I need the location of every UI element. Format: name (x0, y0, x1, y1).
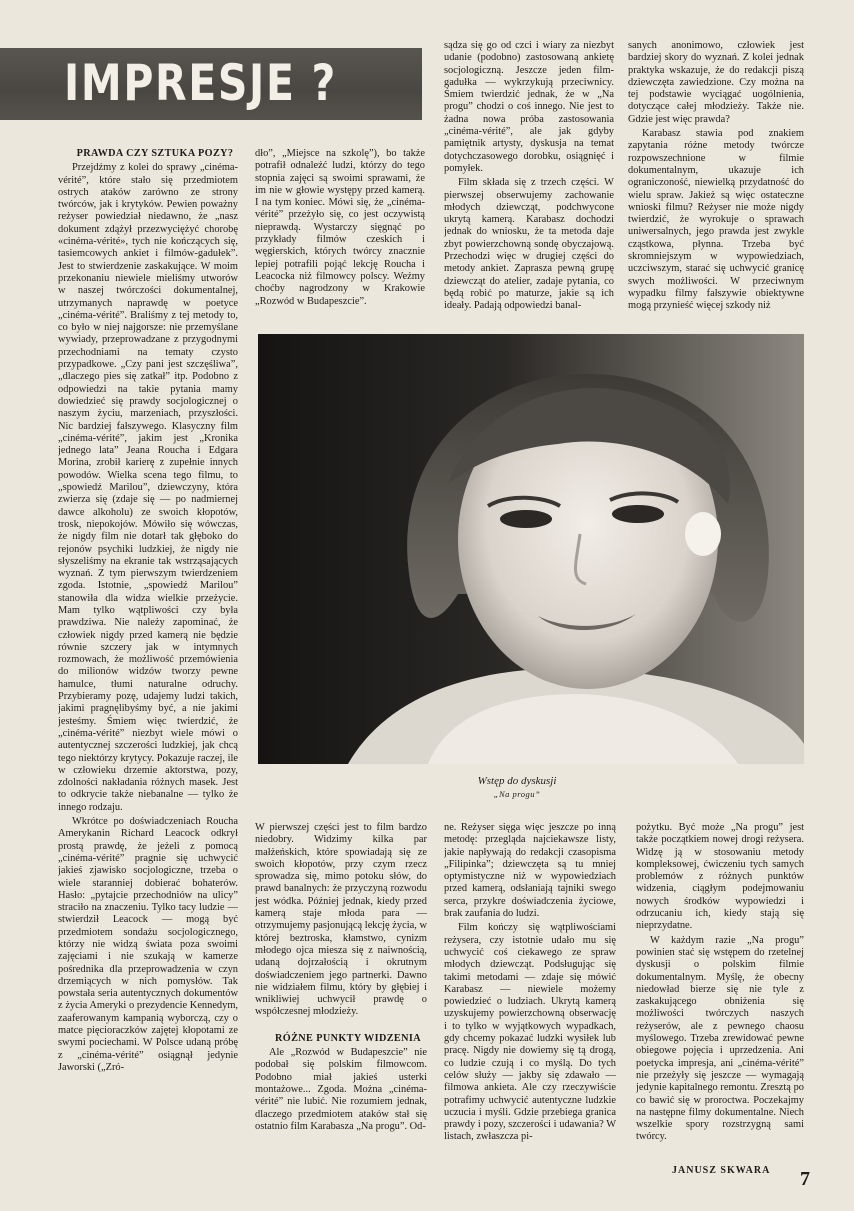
paragraph: pożytku. Być może „Na progu” jest także początkiem nowej drogi reżysera. Widzę ją w stosowaniu metody kompleksowej, ćwiczeniu tych samych problemów z różnych punktów widzenia, ciągłym podejmowaniu nowych środków wypowiedzi i odrzucaniu ich, kiedy stają się nieprzydatne. (636, 822, 804, 932)
paragraph: Przejdźmy z kolei do sprawy „cinéma-vérité”, które stało się przedmiotem ostrych ataków zarówno ze strony twórców, jak i krytyków. Pewien poważny reżyser powiedział niedawno, że „nasz dokument zdążył przezwyciężyć chorobę «cinéma-vérité», tych nie kończących się, tasiemcowych ankiet i filmów-gadułek”. Jest to stwierdzenie zaskakujące. W moim przekonaniu niewiele mieliśmy utworów w naszej twórczości dokumentalnej, utrzymanych naprawdę w poetyce „cinéma-vérité”. Braliśmy z tej metody to, co było w niej najgorsze: nie przemyślane wywiady, przeprowadzane z przygodnymi przechodniami na tematy czysto przypadkowe. „Czy pani jest szczęśliwa”, „dlaczego pies się zatkał” itp. Podobno z odpowiedzi na takie pytania mamy dowiedzieć się prawdy socjologicznej o naszym życiu, marzeniach, przyszłości. Nic bardziej fałszywego. Klasyczny film „cinéma-vérité”, jakim jest „Kronika jednego lata” Jeana Roucha i Edgara Morina, zrobił karierę z zupełnie innych powodów. Wielka scena tego filmu, to „spowiedź Marilou”, dziewczyny, która zwierza się (zdaje się — po nadmiernej dawce alkoholu) ze swoich kłopotów, trosk, niepokojów. Mówiło się wówczas, że nigdy film nie dotarł tak głęboko do rejonów psychiki ludzkiej, że nigdy nie słyszeliśmy na ekranie tak wstrząsających wyznań. Z tym pierwszym twierdzeniem zgoda. Istotnie, „spowiedź Marilou” stanowiła dla widza wielkie przeżycie. Mam tylko wątpliwości czy była prawdziwa. Nie należy zapominać, że człowiek nigdy przed kamerą nie będzie równie szczery jak w intymnych rozmowach, że możliwość przemówienia do milionów widzów tworzy pewne hamulce, tłumi naturalne odruchy. Przybieramy pozę, udajemy ludzi takich, jakimi pragnęlibyśmy być, a nie jakimi jesteśmy. Śmiem więc twierdzić, że „cinéma-vérité” niezbyt wiele mówi o autentycznej szczerości ludzkiej, jak chcą tego niektórzy krytycy. Pokazuje raczej, ile w człowieku drzemie aktorstwa, pozy, zdolności nakładania różnych masek. Jest to odkrycie także niebanalne — tylko że innego rodzaju. (58, 162, 238, 813)
column-4-bottom (636, 822, 804, 1158)
column-2-top (255, 148, 425, 316)
paragraph: ne. Reżyser sięga więc jeszcze po inną metodę: przegląda najciekawsze listy, jakie napływają do redakcji czasopisma „Filipinka”; dziewczęta są tu mniej optymistyczne niż w wypowiedziach przed kamerą, odsłaniają tajniki swego serca, przykre doświadczenia życiowe, brak zaufania do ludzi. (444, 822, 616, 920)
paragraph: Film składa się z trzech części. W pierwszej obserwujemy zachowanie młodych dziewcząt, podchwycone ukrytą kamerą. Karabasz dochodzi jednak do wniosku, że ta metoda daje zbyt powierzchowną sondę obyczajową. Przechodzi więc w drugiej części do metody ankiet. Zaprasza pewną grupę dziewcząt do atelier, zadaje pytania, co będą robić po maturze, jakie są ich ideały. Padają odpowiedzi banal- (444, 177, 614, 312)
portrait-image (258, 334, 804, 764)
paragraph: sądza się go od czci i wiary za niezbyt udanie (podobno) zastosowaną ankietę socjologiczną. Jeszcze jeden film-gadułka — wykrzykują przeciwnicy. Śmiem twierdzić jednak, że w „Na progu” chodzi o coś innego. Nie jest to żadna nowa próba zastosowania „cinéma-vérité”, ale jak gdyby pamiętnik artysty, dyskusja na temat dotychczasowego dorobku, osiągnięć i pomyłek. (444, 40, 614, 174)
paragraph: Wkrótce po doświadczeniach Roucha Amerykanin Richard Leacock odkrył prostą prawdę, że jeżeli z pomocą „cinéma-vérité” pragnie się uchwycić jakieś zjawisko socjologiczne, trzeba o wiele staranniej dobierać bohaterów. Hasło: „pytajcie przechodniów na ulicy” straciło na znaczeniu. Tylko tacy ludzie — stwierdził Leacock — mogą być przedmiotem sondażu socjologicznego, którzy nie widzą świata poza swoimi zajęciami i nie szukają w kamerze pośrednika dla przeprowadzenia w czyn drzemiących w nich pomysłów. Tak powstała seria autentycznych dokumentów z życia Ameryki o prezydencie Kennedym, zaaferowanym kampanią wyborczą, czy o matce pięcioraczków zajętej kłopotami ze swymi pociechami. W Polsce udaną próbę z „cinéma-vérité” osiągnął jedynie Jaworski („Zró- (58, 816, 238, 1073)
title-banner (0, 48, 422, 120)
paragraph: W pierwszej części jest to film bardzo niedobry. Widzimy kilka par małżeńskich, które spowiadają się ze swoich kłopotów, przy czym rzecz sprowadza się, mimo potoku słów, do prawd banalnych: że przyczyną rozwodu jest wódka. Później jednak, kiedy przed kamerą staje młoda para — otrzymujemy pasjonującą lekcję życia, w której beztroska, kłamstwo, cynizm młodego ojca miesza się z naiwnością, udaną dojrzałością i okrutnym doświadczeniem jego partnerki. Dawno nie widziałem filmu, który by głębiej i wnikliwiej uchwycił prawdę o współczesnej młodzieży. (255, 822, 427, 1018)
column-2-bottom (255, 822, 427, 1182)
column-3-bottom (444, 822, 616, 1182)
paragraph: dło”, „Miejsce na szkolę”), bo także potrafił odnaleźć ludzi, którzy do tego stopnia zajęci są swoimi sprawami, że im nie w głowie występy przed kamerą. I na tym koniec. Mówi się, że „cinéma-vérité” przeżyło się, co jest oczywistą nieprawdą. Wystarczy sięgnąć po przykłady filmów czeskich i węgierskich, których twórcy znacznie lepiej potrafili pojąć lekcję Roucha i Leacocka niż filmowcy polscy. Weźmy choćby nagrodzony w Krakowie „Rozwód w Budapeszcie”. (255, 148, 425, 307)
column-1 (58, 148, 238, 1180)
photo-caption (392, 775, 642, 801)
author-signature: JANUSZ SKWARA (672, 1165, 771, 1176)
paragraph: Ale „Rozwód w Budapeszcie” nie podobał się polskim filmowcom. Podobno miał jakieś usterki montażowe... Zgoda. Można „cinéma-vérité” nie lubić. Nie rozumiem jednak, dlaczego przedmiotem ataków stał się ostatnio film Karabasza „Na progu”. Od- (255, 1047, 427, 1132)
section-heading: PRAWDA CZY SZTUKA POZY? (76, 148, 234, 159)
column-3-top (444, 40, 614, 316)
paragraph: Karabasz stawia pod znakiem zapytania różne metody twórcze rozpowszechnione w filmie dokumentalnym, ukazuje ich ograniczoność, niewielką przydatność do wielu spraw. Jakież są więc ostateczne wnioski filmu? Reżyser nie może nigdy twierdzić, że wyrokuje o sprawach uniwersalnych, jego prawda jest zwykle cząstkowa, płynna. Trzeba być skromniejszym w wypowiedziach, uczciwszym, starać się uchwycić granicę swych możliwości. W przeciwnym wypadku filmy fałszywie obiektywne mogą przynieść więcej szkody niż (628, 128, 804, 312)
page-title: IMPRESJE ? (64, 54, 337, 112)
caption-title: Wstęp do dyskusji (477, 775, 557, 787)
paragraph: sanych anonimowo, człowiek jest bardziej skory do wyznań. Z kolei jednak praktyka wskazuje, że do redakcji piszą dziewczęta zawiedzione. Czy można na tej podstawie wyciągać uogólnienia, dotyczące całej młodzieży. Także nie. Gdzie jest więc prawda? (628, 40, 804, 125)
caption-subtitle: „Na progu” (493, 789, 541, 799)
paragraph: W każdym razie „Na progu” powinien stać się wstępem do rzetelnej dyskusji o polskim filmie dokumentalnym. Myślę, że obecny niedowład bierze się nie tyle z zaskakującego obniżenia się możliwości twórczych naszych reżyserów, ale z pewnego chaosu myślowego. Trzeba zrewidować pewne obiegowe pojęcia i uprzedzenia. Ani poetycka impresja, ani „cinéma-vérité” nie przeżyły się jeszcze — wymagają jedynie kapitalnego remontu. Zresztą po co bawić się w proroctwa. Poczekajmy na następne filmy dokumentalne. Niech wszelkie spory rozstrzygną sami twórcy. (636, 934, 804, 1143)
section-heading: RÓŻNE PUNKTY WIDZENIA (275, 1032, 421, 1044)
paragraph: Film kończy się wątpliwościami reżysera, czy istotnie udało mu się uchwycić coś ciekawego ze spraw młodych dziewcząt. Podsługując się takimi metodami — zdaje się mówić Karabasz — niewiele możemy powiedzieć o ludziach. Ukrytą kamerą uzyskujemy powierzchowną obserwację i to tylko w wyjątkowych wypadkach, gdy chcemy pokazać ludzki wysiłek lub pracę. Nigdy nie dowiemy się tą drogą, co ludzie czują i co myślą. Do tych celów służy — jakby się zdawało — filmowa ankieta. Ale czy rzeczywiście potrafimy uchwycić autentyczne ludzkie uczucia i myśli. Gdzie przebiega granica prawdy i pozy, szczerości i udawania? W listach, zwłaszcza pi- (444, 922, 616, 1143)
article-photo (258, 334, 804, 764)
column-4-top (628, 40, 804, 316)
page-number: 7 (800, 1168, 810, 1190)
